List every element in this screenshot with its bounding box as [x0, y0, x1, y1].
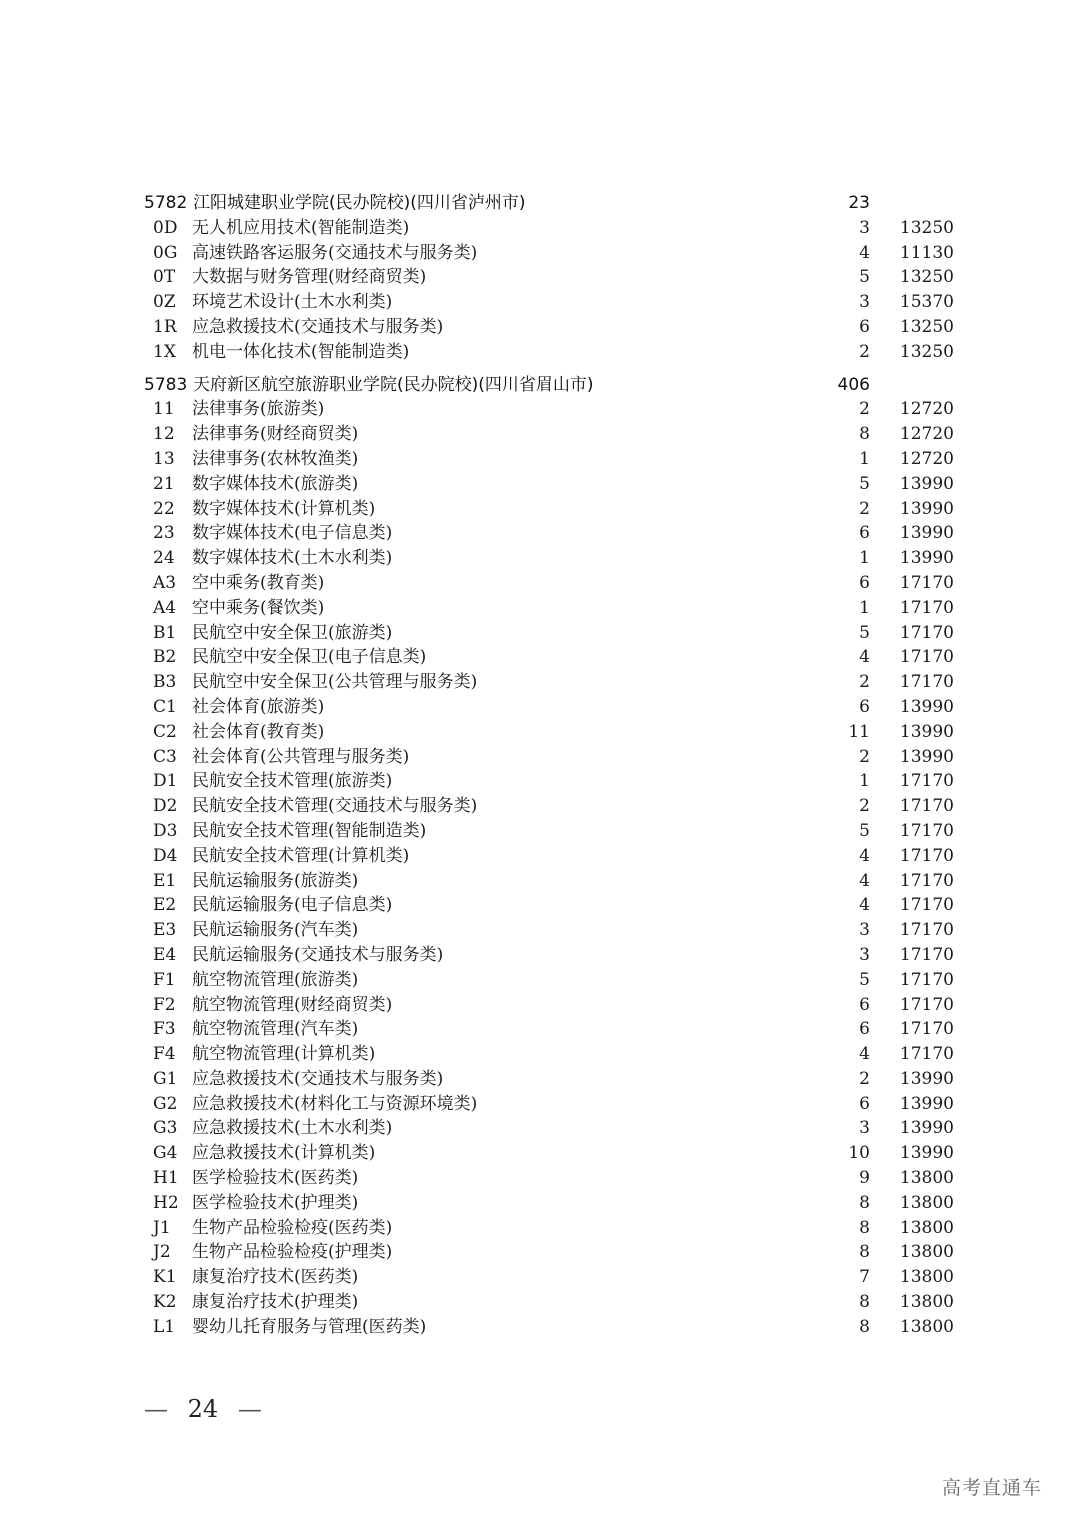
major-count: 2 [859, 746, 870, 767]
major-fee: 13250 [899, 316, 954, 337]
major-name: 社会体育(公共管理与服务类) [192, 746, 410, 767]
major-code: K1 [153, 1267, 177, 1288]
major-count: 2 [859, 498, 870, 519]
school-row [144, 191, 984, 216]
major-fee: 13990 [899, 498, 954, 519]
major-row [144, 769, 984, 794]
major-count: 8 [859, 1316, 870, 1337]
major-code: F1 [153, 969, 176, 990]
major-row [144, 571, 984, 596]
major-fee: 17170 [899, 870, 954, 891]
major-name: 民航空中安全保卫(公共管理与服务类) [192, 672, 478, 693]
major-row [144, 1191, 984, 1216]
major-row [144, 1067, 984, 1092]
major-code: J1 [153, 1217, 171, 1238]
major-row [144, 943, 984, 968]
major-name: 航空物流管理(计算机类) [192, 1044, 376, 1065]
major-name: 医学检验技术(护理类) [192, 1192, 359, 1213]
major-code: D1 [153, 771, 178, 792]
major-code: 21 [153, 473, 175, 494]
major-code: 0T [153, 267, 176, 288]
major-name: 应急救援技术(交通技术与服务类) [192, 1068, 444, 1089]
major-code: 24 [153, 548, 175, 569]
dash-right: — [237, 1395, 262, 1423]
major-fee: 13250 [899, 267, 954, 288]
major-count: 3 [859, 217, 870, 238]
major-count: 10 [848, 1143, 870, 1164]
major-name: 民航空中安全保卫(旅游类) [192, 622, 393, 643]
major-fee: 17170 [899, 597, 954, 618]
major-row [144, 1017, 984, 1042]
major-code: 13 [153, 448, 175, 469]
major-count: 2 [859, 1068, 870, 1089]
major-row [144, 447, 984, 472]
major-name: 空中乘务(教育类) [192, 572, 325, 593]
major-row [144, 265, 984, 290]
major-fee: 17170 [899, 1019, 954, 1040]
major-count: 4 [859, 647, 870, 668]
page-number-footer [144, 1395, 262, 1423]
major-row [144, 1290, 984, 1315]
major-code: 0D [153, 217, 178, 238]
major-code: J2 [153, 1242, 171, 1263]
major-name: 数字媒体技术(计算机类) [192, 498, 376, 519]
major-name: 高速铁路客运服务(交通技术与服务类) [192, 242, 478, 263]
major-count: 5 [859, 267, 870, 288]
major-name: 康复治疗技术(护理类) [192, 1292, 359, 1313]
major-count: 8 [859, 1217, 870, 1238]
major-name: 民航安全技术管理(交通技术与服务类) [192, 796, 478, 817]
major-count: 3 [859, 1118, 870, 1139]
enrollment-table [144, 191, 984, 1340]
major-name: 机电一体化技术(智能制造类) [192, 341, 410, 362]
major-count: 5 [859, 622, 870, 643]
major-count: 9 [859, 1168, 870, 1189]
major-code: 12 [153, 424, 175, 445]
major-code: B2 [153, 647, 177, 668]
major-count: 6 [859, 1093, 870, 1114]
major-row [144, 1265, 984, 1290]
major-code: C3 [153, 746, 177, 767]
major-code: 22 [153, 498, 175, 519]
watermark: 高考直通车 [942, 1477, 1043, 1499]
major-fee: 17170 [899, 796, 954, 817]
major-fee: 17170 [899, 672, 954, 693]
major-row [144, 794, 984, 819]
major-code: F2 [153, 994, 176, 1015]
major-code: G1 [153, 1068, 178, 1089]
major-fee: 15370 [899, 292, 954, 313]
major-name: 康复治疗技术(医药类) [192, 1267, 359, 1288]
major-count: 6 [859, 523, 870, 544]
major-name: 民航运输服务(交通技术与服务类) [192, 944, 444, 965]
major-row [144, 216, 984, 241]
major-count: 6 [859, 572, 870, 593]
major-code: G3 [153, 1118, 178, 1139]
major-code: L1 [153, 1316, 176, 1337]
major-count: 5 [859, 473, 870, 494]
school-code: 5782 [144, 193, 188, 213]
school-total: 23 [848, 193, 870, 213]
major-code: 1X [153, 341, 176, 362]
major-name: 婴幼儿托育服务与管理(医药类) [192, 1316, 427, 1337]
major-fee: 17170 [899, 994, 954, 1015]
major-fee: 13990 [899, 1118, 954, 1139]
major-name: 生物产品检验检疫(护理类) [192, 1242, 393, 1263]
major-row [144, 1166, 984, 1191]
major-name: 法律事务(旅游类) [192, 399, 325, 420]
major-count: 5 [859, 820, 870, 841]
school-total: 406 [837, 374, 870, 395]
major-code: E1 [153, 870, 177, 891]
major-fee: 13990 [899, 721, 954, 742]
major-count: 1 [859, 448, 870, 469]
major-name: 民航安全技术管理(智能制造类) [192, 820, 427, 841]
page-number: 24 [187, 1395, 219, 1423]
major-row [144, 546, 984, 571]
major-fee: 17170 [899, 647, 954, 668]
major-code: H1 [153, 1168, 179, 1189]
major-fee: 17170 [899, 572, 954, 593]
major-row [144, 1092, 984, 1117]
major-fee: 13800 [899, 1242, 954, 1263]
major-code: 1R [153, 316, 177, 337]
major-fee: 12720 [899, 399, 954, 420]
major-row [144, 1042, 984, 1067]
major-count: 4 [859, 870, 870, 891]
major-name: 应急救援技术(计算机类) [192, 1143, 376, 1164]
major-name: 环境艺术设计(土木水利类) [192, 292, 393, 313]
major-fee: 13990 [899, 473, 954, 494]
major-code: D2 [153, 796, 178, 817]
major-name: 法律事务(农林牧渔类) [192, 448, 359, 469]
major-fee: 17170 [899, 622, 954, 643]
major-row [144, 1240, 984, 1265]
major-row [144, 1216, 984, 1241]
major-code: 0Z [153, 292, 176, 313]
major-name: 民航运输服务(旅游类) [192, 870, 359, 891]
major-fee: 13800 [899, 1292, 954, 1313]
major-name: 应急救援技术(土木水利类) [192, 1118, 393, 1139]
major-count: 1 [859, 548, 870, 569]
major-row [144, 993, 984, 1018]
major-count: 7 [859, 1267, 870, 1288]
major-fee: 13800 [899, 1168, 954, 1189]
major-count: 4 [859, 242, 870, 263]
major-code: D4 [153, 845, 178, 866]
major-fee: 13990 [899, 1068, 954, 1089]
major-name: 数字媒体技术(旅游类) [192, 473, 359, 494]
major-count: 2 [859, 341, 870, 362]
major-count: 4 [859, 1044, 870, 1065]
major-row [144, 869, 984, 894]
major-name: 航空物流管理(财经商贸类) [192, 994, 393, 1015]
major-row [144, 315, 984, 340]
major-row [144, 1141, 984, 1166]
major-row [144, 596, 984, 621]
major-count: 2 [859, 672, 870, 693]
major-count: 3 [859, 944, 870, 965]
major-row [144, 720, 984, 745]
major-count: 11 [848, 721, 870, 742]
major-fee: 13250 [899, 341, 954, 362]
major-row [144, 645, 984, 670]
major-row [144, 918, 984, 943]
school-name: 江阳城建职业学院(民办院校)(四川省泸州市) [193, 193, 526, 213]
major-fee: 17170 [899, 920, 954, 941]
major-row [144, 1315, 984, 1340]
major-name: 医学检验技术(医药类) [192, 1168, 359, 1189]
major-row [144, 844, 984, 869]
major-fee: 13990 [899, 746, 954, 767]
major-name: 无人机应用技术(智能制造类) [192, 217, 410, 238]
major-fee: 17170 [899, 944, 954, 965]
major-name: 生物产品检验检疫(医药类) [192, 1217, 393, 1238]
major-count: 6 [859, 994, 870, 1015]
major-code: C2 [153, 721, 177, 742]
school-name: 天府新区航空旅游职业学院(民办院校)(四川省眉山市) [193, 374, 594, 395]
major-name: 航空物流管理(旅游类) [192, 969, 359, 990]
major-fee: 12720 [899, 448, 954, 469]
major-row [144, 340, 984, 365]
major-name: 应急救援技术(交通技术与服务类) [192, 316, 444, 337]
major-row [144, 893, 984, 918]
major-row [144, 968, 984, 993]
major-fee: 13990 [899, 696, 954, 717]
major-count: 4 [859, 895, 870, 916]
major-row [144, 670, 984, 695]
major-count: 6 [859, 316, 870, 337]
major-name: 民航安全技术管理(旅游类) [192, 771, 393, 792]
major-fee: 13990 [899, 548, 954, 569]
major-name: 社会体育(旅游类) [192, 696, 325, 717]
school-row [144, 373, 984, 398]
major-count: 2 [859, 399, 870, 420]
major-code: 0G [153, 242, 178, 263]
major-row [144, 621, 984, 646]
major-code: E4 [153, 944, 177, 965]
major-code: 11 [153, 399, 175, 420]
major-row [144, 241, 984, 266]
major-count: 4 [859, 845, 870, 866]
major-row [144, 521, 984, 546]
major-code: G4 [153, 1143, 178, 1164]
major-code: E3 [153, 920, 177, 941]
major-fee: 13990 [899, 1143, 954, 1164]
major-count: 3 [859, 920, 870, 941]
major-code: E2 [153, 895, 177, 916]
major-fee: 13800 [899, 1267, 954, 1288]
major-fee: 13800 [899, 1217, 954, 1238]
major-count: 8 [859, 424, 870, 445]
major-name: 数字媒体技术(电子信息类) [192, 523, 393, 544]
major-count: 8 [859, 1292, 870, 1313]
school-code: 5783 [144, 374, 188, 395]
major-name: 大数据与财务管理(财经商贸类) [192, 267, 427, 288]
major-name: 空中乘务(餐饮类) [192, 597, 325, 618]
major-fee: 13250 [899, 217, 954, 238]
major-count: 1 [859, 597, 870, 618]
major-fee: 17170 [899, 895, 954, 916]
major-row [144, 290, 984, 315]
major-row [144, 819, 984, 844]
major-fee: 17170 [899, 820, 954, 841]
major-code: K2 [153, 1292, 177, 1313]
major-code: H2 [153, 1192, 179, 1213]
major-count: 8 [859, 1242, 870, 1263]
major-code: 23 [153, 523, 175, 544]
major-row [144, 397, 984, 422]
major-code: B1 [153, 622, 177, 643]
major-code: A3 [153, 572, 177, 593]
major-name: 航空物流管理(汽车类) [192, 1019, 359, 1040]
major-row [144, 472, 984, 497]
major-row [144, 422, 984, 447]
major-code: A4 [153, 597, 177, 618]
major-count: 8 [859, 1192, 870, 1213]
major-name: 民航运输服务(汽车类) [192, 920, 359, 941]
major-row [144, 745, 984, 770]
major-fee: 17170 [899, 771, 954, 792]
major-fee: 13800 [899, 1192, 954, 1213]
major-name: 法律事务(财经商贸类) [192, 424, 359, 445]
major-fee: 13990 [899, 523, 954, 544]
major-count: 5 [859, 969, 870, 990]
major-row [144, 1116, 984, 1141]
major-fee: 17170 [899, 1044, 954, 1065]
major-code: B3 [153, 672, 177, 693]
major-count: 6 [859, 1019, 870, 1040]
major-count: 6 [859, 696, 870, 717]
major-code: G2 [153, 1093, 178, 1114]
major-fee: 17170 [899, 845, 954, 866]
major-fee: 13990 [899, 1093, 954, 1114]
major-fee: 12720 [899, 424, 954, 445]
major-name: 应急救援技术(材料化工与资源环境类) [192, 1093, 478, 1114]
dash-left: — [144, 1395, 168, 1423]
major-name: 民航空中安全保卫(电子信息类) [192, 647, 427, 668]
major-code: F3 [153, 1019, 176, 1040]
major-name: 民航安全技术管理(计算机类) [192, 845, 410, 866]
major-code: F4 [153, 1044, 176, 1065]
major-fee: 11130 [899, 242, 954, 263]
major-fee: 17170 [899, 969, 954, 990]
major-count: 3 [859, 292, 870, 313]
major-name: 数字媒体技术(土木水利类) [192, 548, 393, 569]
major-code: D3 [153, 820, 178, 841]
major-name: 社会体育(教育类) [192, 721, 325, 742]
major-count: 1 [859, 771, 870, 792]
major-code: C1 [153, 696, 177, 717]
major-name: 民航运输服务(电子信息类) [192, 895, 393, 916]
major-fee: 13800 [899, 1316, 954, 1337]
major-row [144, 497, 984, 522]
major-count: 2 [859, 796, 870, 817]
major-row [144, 695, 984, 720]
